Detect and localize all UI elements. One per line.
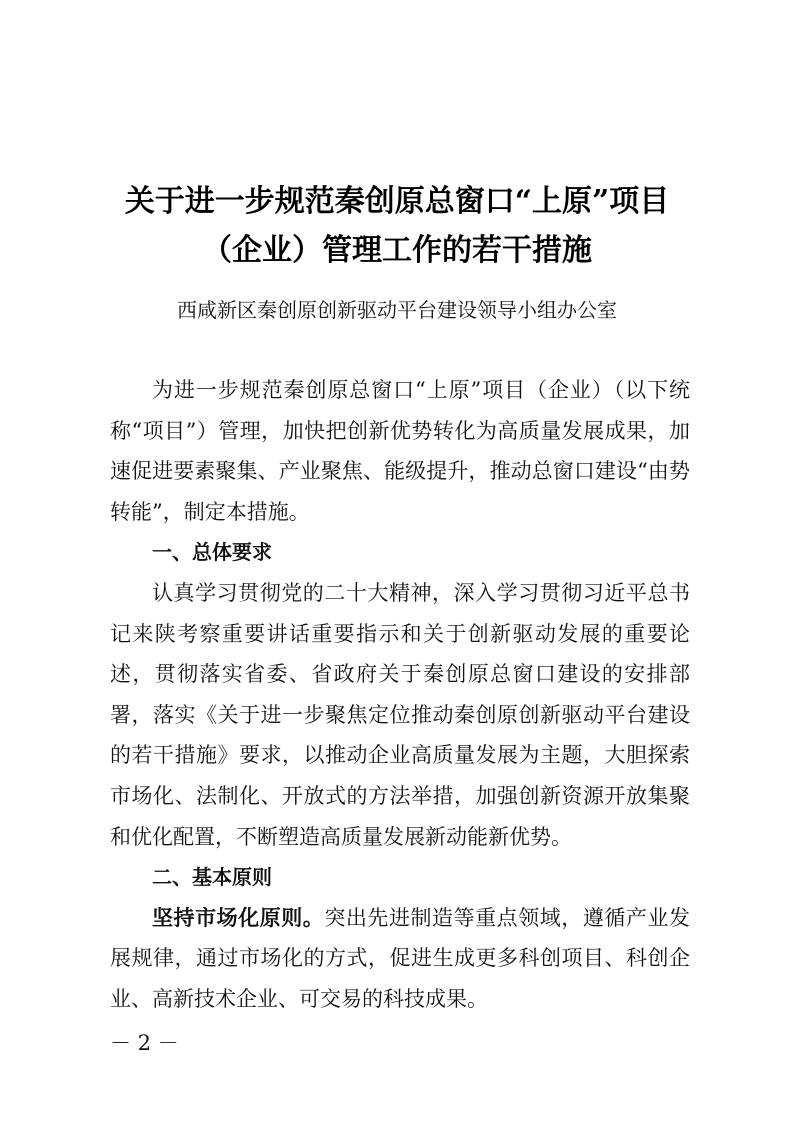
general-requirements-paragraph: 认真学习贯彻党的二十大精神，深入学习贯彻习近平总书记来陕考察重要讲话重要指示和关于创新驱动发展的重要论述，贯彻落实省委、省政府关于秦创原总窗口建设的安排部署，落实《关于进一步聚焦定位推动秦创原创新驱动平台建设的若干措施》要求，以推动企业高质量发展为主题，大胆探索市场化、法制化、开放式的方法举措，加强创新资源开放集聚和优化配置，不断塑造高质量发展新动能新优势。 — [110, 580, 690, 849]
section-heading-general-requirements: 一、总体要求 — [152, 540, 272, 565]
principle-lead: 坚持市场化原则。 — [152, 905, 325, 930]
document-body — [110, 370, 690, 1020]
document-title-line-2: （企业）管理工作的若干措施 — [202, 233, 592, 268]
principle-text: 突出先进制造等重点领域，遵循产业发展规律，通过市场化的方式，促进生成更多科创项目、科创企业、高新技术企业、可交易的科技成果。 — [110, 905, 691, 1011]
intro-paragraph: 为进一步规范秦创原总窗口“上原”项目（企业）（以下统称“项目”）管理，加快把创新优势转化为高质量发展成果，加速促进要素聚集、产业聚焦、能级提升，推动总窗口建设“由势转能”，制定本措施。 — [110, 378, 690, 524]
document-title-line-1: 关于进一步规范秦创原总窗口“上原”项目 — [124, 184, 670, 219]
issuer-line: 西咸新区秦创原创新驱动平台建设领导小组办公室 — [177, 298, 617, 322]
section-heading-basic-principles: 二、基本原则 — [152, 865, 272, 890]
principle-paragraph — [110, 898, 690, 1020]
page-number: － 2 － — [110, 1031, 179, 1055]
